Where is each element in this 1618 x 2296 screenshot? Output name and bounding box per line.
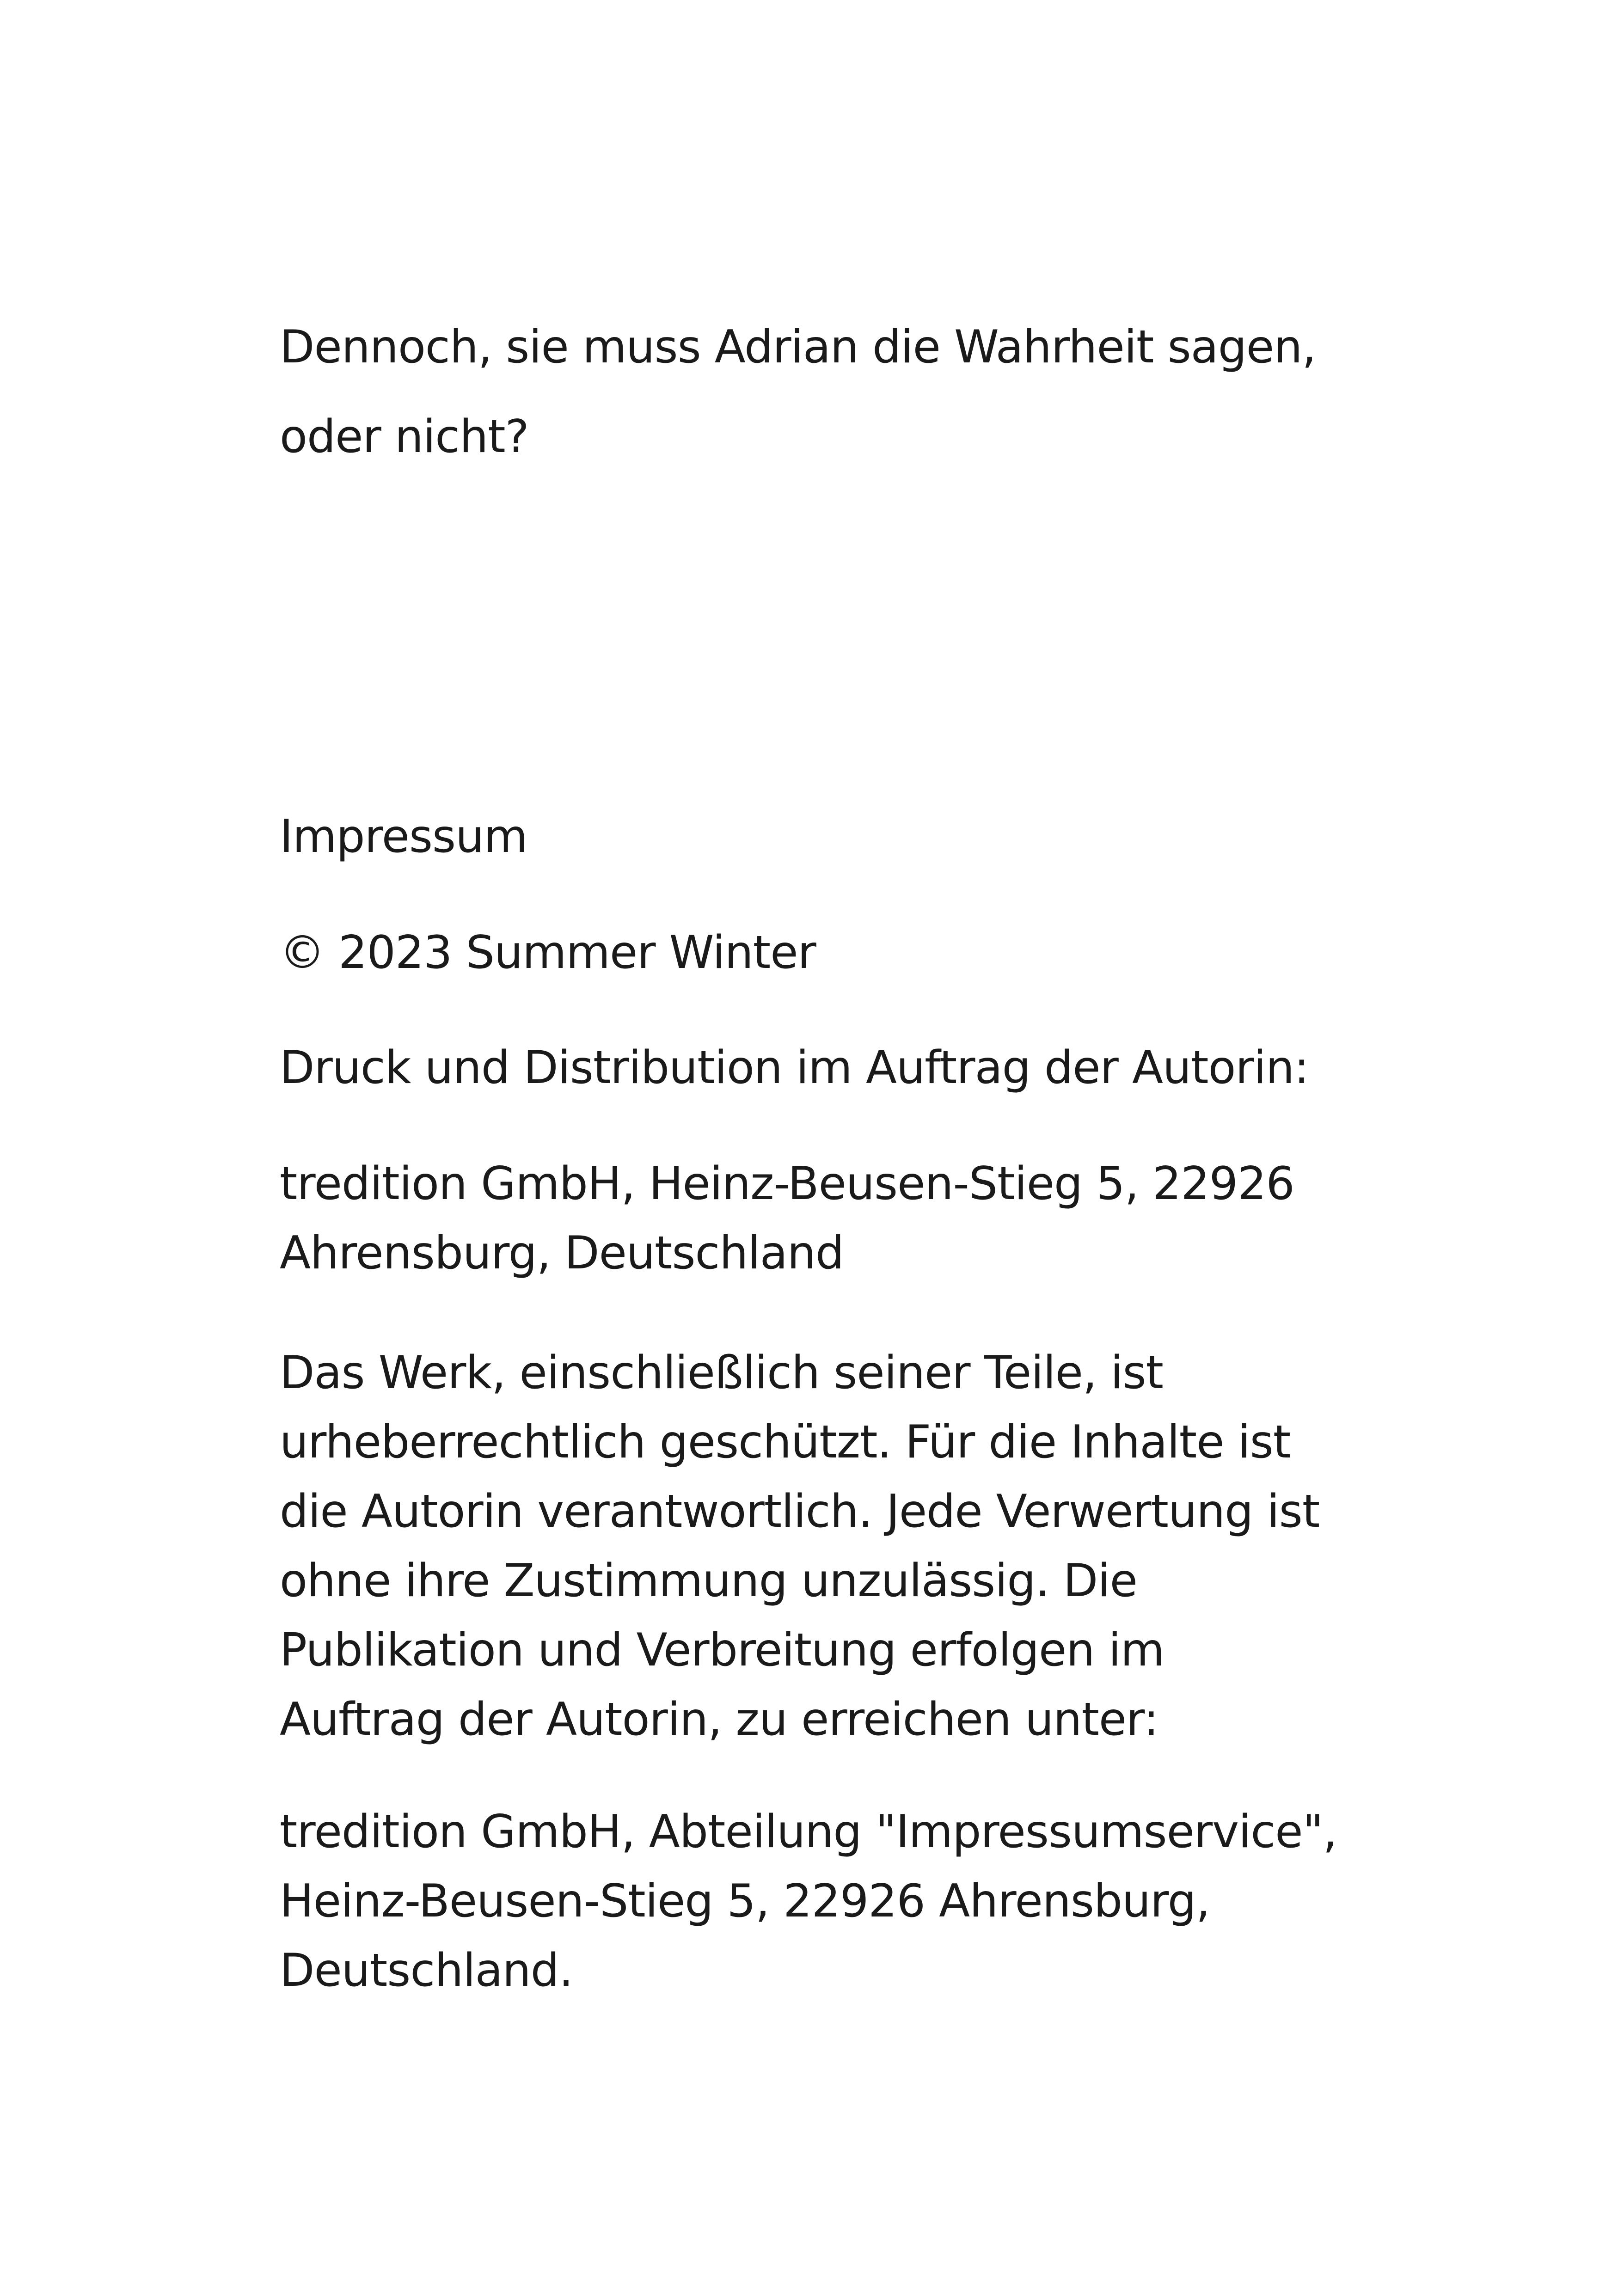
copyright-text: © 2023 Summer Winter [280, 926, 816, 979]
contact-address-line: Heinz-Beusen-Stieg 5, 22926 Ahrensburg, [280, 1875, 1210, 1928]
contact-address-line: Deutschland. [280, 1944, 573, 1997]
copyright-notice [280, 918, 1366, 987]
impressum-heading [280, 802, 1366, 871]
contact-address [280, 1797, 1366, 2005]
contact-address-line: tredition GmbH, Abteilung "Impressumservice", [280, 1806, 1337, 1858]
legal-notice-line: Auftrag der Autorin, zu erreichen unter: [280, 1693, 1158, 1746]
printing-text: Druck und Distribution im Auftrag der Autorin: [280, 1041, 1309, 1094]
legal-notice-line: Publikation und Verbreitung erfolgen im [280, 1624, 1164, 1677]
publisher-address-line: Ahrensburg, Deutschland [280, 1227, 844, 1280]
legal-notice-line: Das Werk, einschließlich seiner Teile, ist [280, 1347, 1163, 1399]
legal-notice-line: die Autorin verantwortlich. Jede Verwertung ist [280, 1485, 1320, 1538]
intro-text-line: Dennoch, sie muss Adrian die Wahrheit sagen, [280, 321, 1316, 373]
intro-text-line: oder nicht? [280, 410, 529, 463]
publisher-address [280, 1149, 1366, 1288]
publisher-address-line: tredition GmbH, Heinz-Beusen-Stieg 5, 22926 [280, 1157, 1294, 1210]
legal-notice-line: ohne ihre Zustimmung unzulässig. Die [280, 1555, 1137, 1607]
printing-notice [280, 1033, 1366, 1102]
intro-line [280, 312, 1366, 382]
impressum-heading-text: Impressum [280, 810, 527, 863]
intro-line [280, 402, 1366, 471]
legal-notice [280, 1338, 1366, 1754]
legal-notice-line: urheberrechtlich geschützt. Für die Inhalte ist [280, 1416, 1291, 1469]
